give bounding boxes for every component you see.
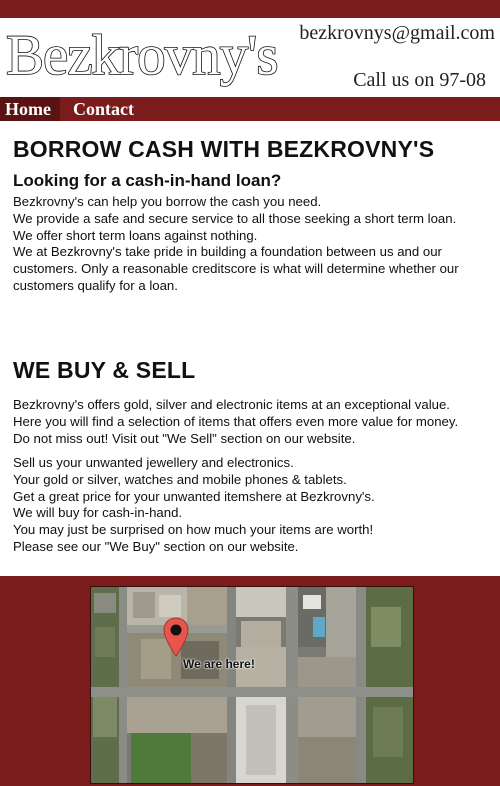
buysell-text-1 [13, 397, 493, 447]
buysell-title: WE BUY & SELL [13, 357, 196, 383]
buysell-line: Please see our "We Buy" section on our website. [13, 538, 299, 554]
borrow-line: We offer short term loans against nothing. [13, 227, 258, 243]
map-image [91, 587, 414, 784]
buysell-line: Sell us your unwanted jewellery and electronics. [13, 455, 294, 470]
site-header [0, 18, 500, 96]
borrow-line: Bezkrovny's can help you borrow the cash you need. [13, 194, 322, 209]
contact-email[interactable]: bezkrovnys@gmail.com [299, 22, 495, 44]
buysell-line: Do not miss out! Visit out "We Sell" section on our website. [13, 430, 356, 446]
borrow-line: We at Bezkrovny's take pride in building a foundation between us and our customers. Only a reasonable creditscore is what will determine whether our customers qualify for a loan. [13, 244, 459, 293]
location-map[interactable] [90, 586, 414, 784]
site-footer [0, 576, 500, 786]
buysell-line: Get a great price for your unwanted itemshere at Bezkrovny's. [13, 488, 375, 504]
main-nav [0, 97, 500, 121]
borrow-text [13, 194, 493, 295]
nav-home[interactable]: Home [0, 97, 60, 121]
buysell-line: We will buy for cash-in-hand. [13, 505, 183, 521]
contact-phone: Call us on 97-08 [353, 69, 486, 91]
borrow-line: We provide a safe and secure service to all those seeking a short term loan. [13, 210, 457, 226]
map-location-label: We are here! [183, 657, 255, 671]
buysell-line: Bezkrovny's offers gold, silver and electronic items at an exceptional value. [13, 397, 450, 412]
buysell-line: Here you will find a selection of items that offers even more value for money. [13, 413, 459, 429]
buysell-line: You may just be surprised on how much your items are worth! [13, 522, 374, 538]
borrow-subtitle: Looking for a cash-in-hand loan? [13, 171, 282, 190]
borrow-title: BORROW CASH WITH BEZKROVNY'S [13, 136, 435, 162]
top-strip [0, 0, 500, 18]
map-pin-icon [163, 617, 189, 657]
buysell-line: Your gold or silver, watches and mobile phones & tablets. [13, 471, 347, 487]
site-logo[interactable]: Bezkrovny's [6, 24, 278, 87]
nav-contact[interactable]: Contact [73, 99, 134, 119]
buysell-text-2 [13, 455, 493, 556]
